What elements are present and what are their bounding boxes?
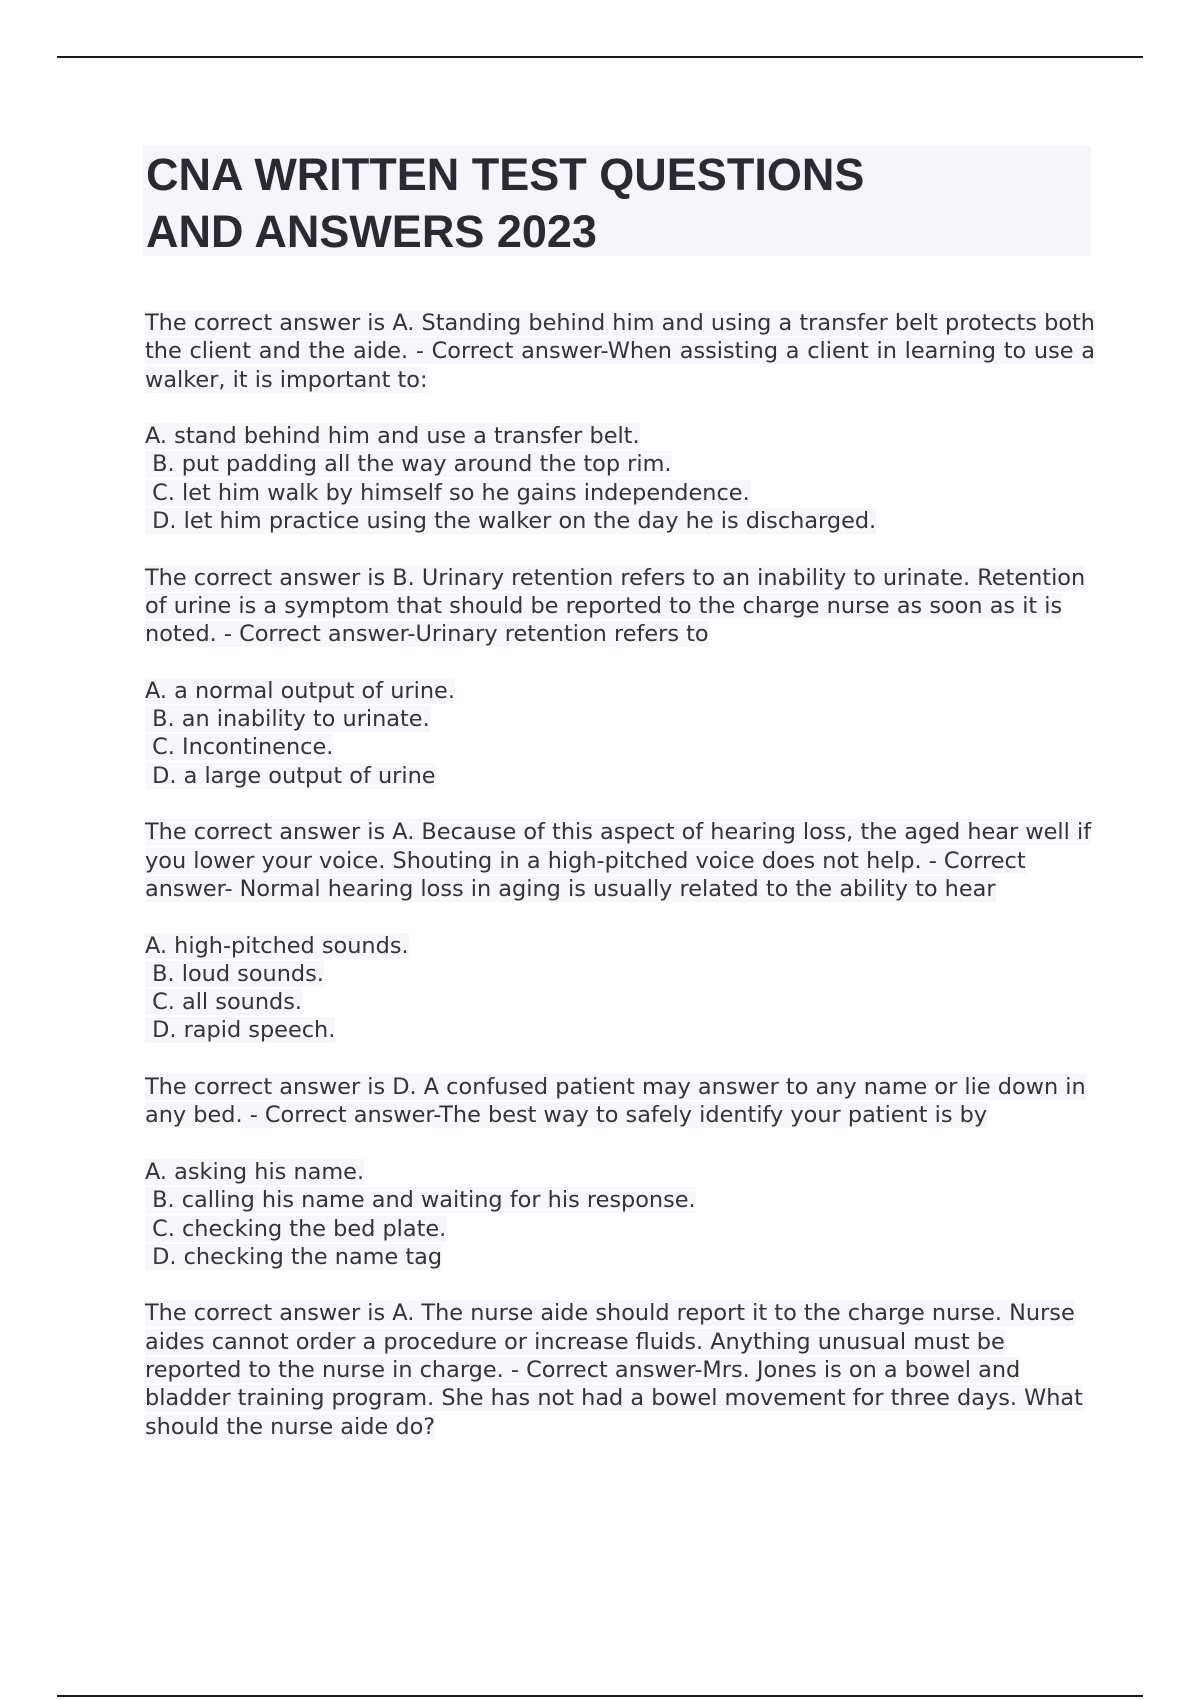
- answer-option-text: B. loud sounds.: [145, 961, 324, 987]
- qa-paragraph: [145, 564, 1095, 649]
- answer-option-text: B. calling his name and waiting for his response.: [145, 1187, 696, 1213]
- answer-option-text: A. stand behind him and use a transfer belt.: [145, 423, 640, 450]
- qa-item-3: [145, 818, 1095, 1044]
- qa-item-5: [145, 1299, 1095, 1440]
- qa-text: The correct answer is A. Standing behind him and using a transfer belt protects both the client and the aide. - Correct answer-When assisting a client in learning to use a walker, it is important to:: [145, 310, 1095, 393]
- answer-option: [145, 1186, 1095, 1214]
- bottom-rule: [57, 1695, 1143, 1697]
- answer-option-text: D. let him practice using the walker on the day he is discharged.: [145, 508, 876, 534]
- answer-option: [145, 988, 1095, 1016]
- answer-option-text: B. an inability to urinate.: [145, 706, 430, 732]
- qa-paragraph: [145, 309, 1095, 394]
- qa-item-1: [145, 309, 1095, 535]
- answer-option: [145, 1016, 1095, 1044]
- answer-option-text: D. checking the name tag: [145, 1244, 442, 1270]
- answer-option: [145, 960, 1095, 988]
- answer-options: [145, 932, 1095, 1045]
- qa-item-2: [145, 564, 1095, 790]
- answer-option: [145, 677, 1095, 705]
- answer-option: [145, 1243, 1095, 1271]
- answer-option: [145, 733, 1095, 761]
- answer-option: [145, 422, 1095, 450]
- answer-option: [145, 1158, 1095, 1186]
- answer-options: [145, 422, 1095, 535]
- title-block: [143, 146, 1091, 256]
- qa-item-4: [145, 1073, 1095, 1271]
- answer-option-text: A. high-pitched sounds.: [145, 932, 409, 959]
- answer-option-text: C. all sounds.: [145, 989, 302, 1015]
- answer-option: [145, 932, 1095, 960]
- qa-paragraph: [145, 818, 1095, 903]
- answer-option-text: A. asking his name.: [145, 1158, 365, 1185]
- answer-option: [145, 762, 1095, 790]
- answer-option-text: C. Incontinence.: [145, 734, 333, 760]
- answer-option-text: A. a normal output of urine.: [145, 677, 455, 704]
- answer-option: [145, 450, 1095, 478]
- answer-option: [145, 479, 1095, 507]
- answer-option: [145, 507, 1095, 535]
- answer-option-text: D. a large output of urine: [145, 763, 436, 789]
- qa-text: The correct answer is A. The nurse aide should report it to the charge nurse. Nurse aides cannot order a procedure or increase fluids. Anything unusual must be reported to the nurse in charge. - Correct answer-Mrs. Jones is on a bowel and bladder training program. She has not had a bowel movement for three days. What should the nurse aide do?: [145, 1300, 1083, 1440]
- answer-option: [145, 1215, 1095, 1243]
- answer-option-text: C. checking the bed plate.: [145, 1216, 446, 1242]
- answer-option-text: C. let him walk by himself so he gains independence.: [145, 480, 750, 506]
- document-title: CNA WRITTEN TEST QUESTIONS AND ANSWERS 2023: [146, 149, 865, 257]
- qa-text: The correct answer is B. Urinary retention refers to an inability to urinate. Retention of urine is a symptom that should be reported to the charge nurse as soon as it is noted. - Correct answer-Urinary retention refers to: [145, 564, 1086, 648]
- qa-text: The correct answer is D. A confused patient may answer to any name or lie down in any bed. - Correct answer-The best way to safely identify your patient is by: [145, 1074, 1086, 1129]
- answer-option-text: B. put padding all the way around the top rim.: [145, 451, 672, 477]
- qa-paragraph: [145, 1073, 1095, 1130]
- document-body: [145, 309, 1095, 1469]
- qa-paragraph: [145, 1299, 1095, 1440]
- qa-text: The correct answer is A. Because of this aspect of hearing loss, the aged hear well if you lower your voice. Shouting in a high-pitched voice does not help. - Correct answer- Normal hearing loss in aging is usually related to the ability to hear: [145, 819, 1092, 902]
- answer-option-text: D. rapid speech.: [145, 1017, 335, 1043]
- top-rule: [57, 56, 1143, 58]
- answer-options: [145, 677, 1095, 790]
- answer-option: [145, 705, 1095, 733]
- answer-options: [145, 1158, 1095, 1271]
